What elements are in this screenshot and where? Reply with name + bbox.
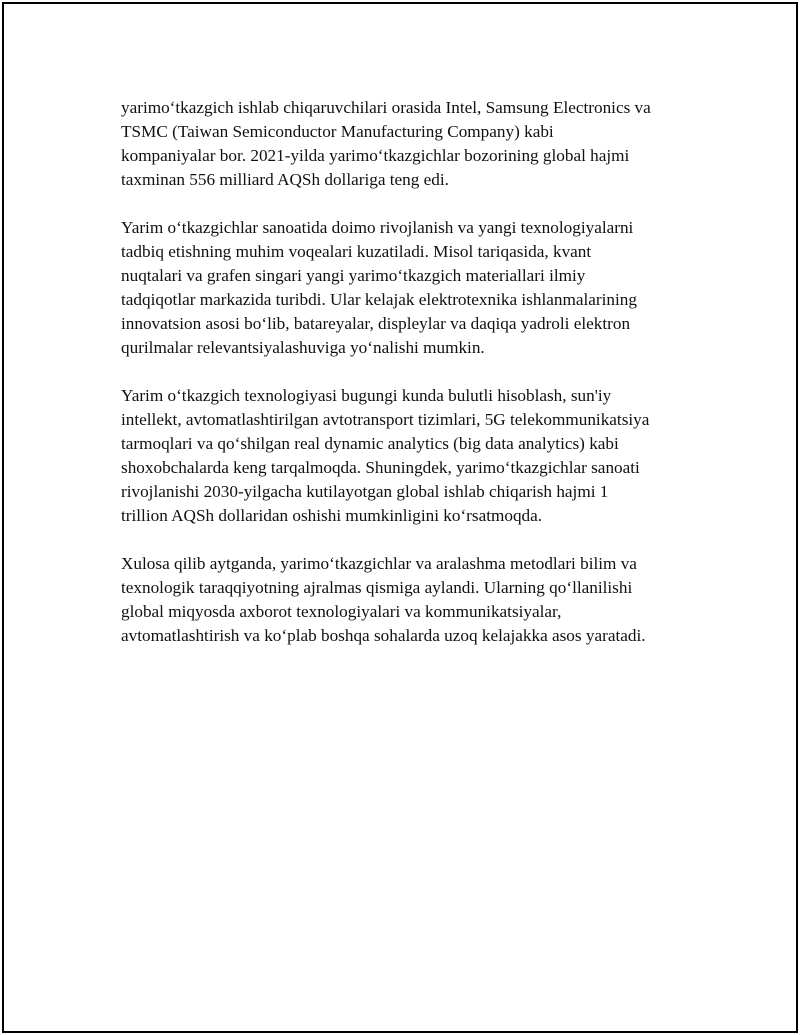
text-line: yarimo‘tkazgich ishlab chiqaruvchilari orasida Intel, Samsung Electronics va (121, 98, 651, 117)
text-line: trillion AQSh dollaridan oshishi mumkinligini ko‘rsatmoqda. (121, 506, 543, 525)
document-body (121, 96, 701, 672)
text-line: global miqyosda axborot texnologiyalari va kommunikatsiyalar, (121, 602, 562, 621)
paragraph-4 (121, 552, 701, 648)
paragraph-3 (121, 384, 701, 528)
text-line: Yarim o‘tkazgich texnologiyasi bugungi kunda bulutli hisoblash, sun'iy (121, 386, 612, 405)
text-line: TSMC (Taiwan Semiconductor Manufacturing Company) kabi (121, 122, 554, 141)
text-line: tadbiq etishning muhim voqealari kuzatiladi. Misol tariqasida, kvant (121, 242, 592, 261)
paragraph-2 (121, 216, 701, 360)
text-line: shoxobchalarda keng tarqalmoqda. Shuningdek, yarimo‘tkazgichlar sanoati (121, 458, 640, 477)
text-line: tarmoqlari va qo‘shilgan real dynamic analytics (big data analytics) kabi (121, 434, 619, 453)
text-line: kompaniyalar bor. 2021-yilda yarimo‘tkazgichlar bozorining global hajmi (121, 146, 630, 165)
text-line: texnologik taraqqiyotning ajralmas qismiga aylandi. Ularning qo‘llanilishi (121, 578, 633, 597)
text-line: qurilmalar relevantsiyalashuviga yo‘nalishi mumkin. (121, 338, 485, 357)
paragraph-1 (121, 96, 701, 192)
text-line: avtomatlashtirish va ko‘plab boshqa sohalarda uzoq kelajakka asos yaratadi. (121, 626, 646, 645)
document-page (2, 2, 798, 1033)
text-line: taxminan 556 milliard AQSh dollariga teng edi. (121, 170, 449, 189)
text-line: rivojlanishi 2030-yilgacha kutilayotgan global ishlab chiqarish hajmi 1 (121, 482, 609, 501)
text-line: intellekt, avtomatlashtirilgan avtotransport tizimlari, 5G telekommunikatsiya (121, 410, 650, 429)
text-line: innovatsion asosi bo‘lib, batareyalar, displeylar va daqiqa yadroli elektron (121, 314, 631, 333)
text-line: tadqiqotlar markazida turibdi. Ular kelajak elektrotexnika ishlanmalarining (121, 290, 637, 309)
text-line: nuqtalari va grafen singari yangi yarimo‘tkazgich materiallari ilmiy (121, 266, 586, 285)
text-line: Xulosa qilib aytganda, yarimo‘tkazgichlar va aralashma metodlari bilim va (121, 554, 637, 573)
text-line: Yarim o‘tkazgichlar sanoatida doimo rivojlanish va yangi texnologiyalarni (121, 218, 634, 237)
